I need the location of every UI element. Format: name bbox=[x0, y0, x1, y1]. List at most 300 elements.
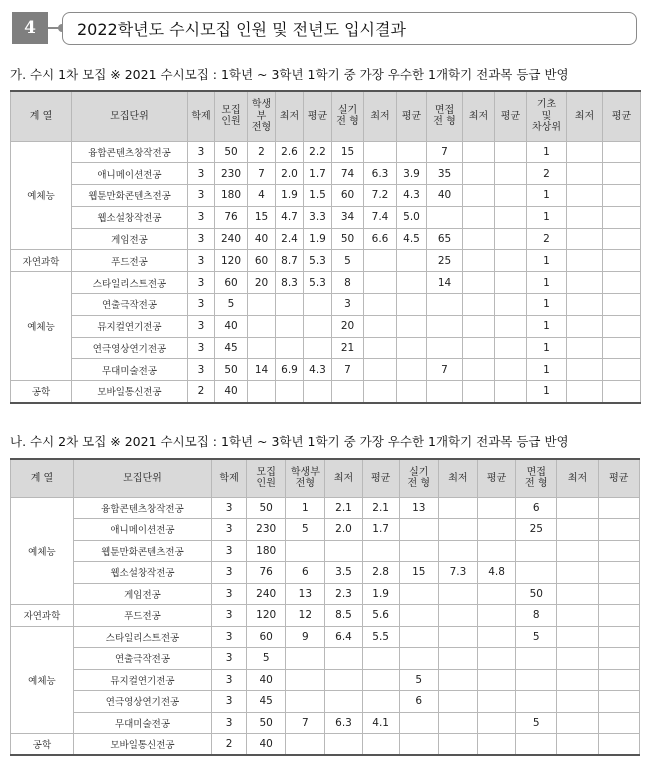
table-row bbox=[11, 734, 640, 756]
value-cell bbox=[495, 228, 527, 250]
value-cell bbox=[248, 315, 276, 337]
value-cell bbox=[397, 337, 427, 359]
value-cell bbox=[438, 540, 477, 562]
value-cell: 5.3 bbox=[304, 272, 332, 294]
category-cell: 공학 bbox=[11, 381, 72, 403]
column-header: 최저 bbox=[567, 91, 603, 141]
unit-cell: 애니메이션전공 bbox=[72, 163, 188, 185]
unit-cell: 스타일리스트전공 bbox=[72, 272, 188, 294]
value-cell: 3 bbox=[212, 712, 247, 734]
value-cell bbox=[332, 381, 364, 403]
column-header: 모집 인원 bbox=[215, 91, 248, 141]
value-cell: 60 bbox=[247, 626, 286, 648]
value-cell bbox=[598, 519, 639, 541]
value-cell bbox=[427, 294, 463, 316]
value-cell bbox=[399, 734, 438, 756]
value-cell bbox=[516, 691, 557, 713]
value-cell bbox=[397, 315, 427, 337]
value-cell bbox=[603, 381, 641, 403]
value-cell bbox=[516, 562, 557, 584]
value-cell: 3 bbox=[332, 294, 364, 316]
value-cell: 1 bbox=[527, 359, 567, 381]
value-cell bbox=[478, 540, 516, 562]
value-cell: 50 bbox=[247, 497, 286, 519]
value-cell bbox=[399, 648, 438, 670]
table-row bbox=[11, 540, 640, 562]
value-cell: 6 bbox=[516, 497, 557, 519]
value-cell: 3 bbox=[212, 497, 247, 519]
column-header: 실기 전 형 bbox=[399, 459, 438, 497]
unit-cell: 무대미술전공 bbox=[72, 359, 188, 381]
value-cell bbox=[276, 294, 304, 316]
value-cell bbox=[557, 734, 598, 756]
unit-cell: 웹소설창작전공 bbox=[73, 562, 211, 584]
value-cell bbox=[362, 669, 399, 691]
value-cell bbox=[495, 250, 527, 272]
value-cell bbox=[567, 163, 603, 185]
value-cell bbox=[495, 141, 527, 163]
value-cell: 1 bbox=[527, 337, 567, 359]
value-cell bbox=[276, 337, 304, 359]
value-cell: 50 bbox=[332, 228, 364, 250]
value-cell bbox=[364, 315, 397, 337]
value-cell bbox=[325, 648, 362, 670]
value-cell: 4 bbox=[248, 185, 276, 207]
value-cell bbox=[397, 141, 427, 163]
value-cell: 2.0 bbox=[276, 163, 304, 185]
value-cell: 3 bbox=[212, 626, 247, 648]
column-header: 최저 bbox=[325, 459, 362, 497]
value-cell bbox=[286, 540, 325, 562]
value-cell: 6.3 bbox=[325, 712, 362, 734]
value-cell bbox=[304, 381, 332, 403]
value-cell: 3 bbox=[188, 206, 215, 228]
value-cell bbox=[399, 605, 438, 627]
unit-cell: 연출극작전공 bbox=[72, 294, 188, 316]
value-cell: 7.4 bbox=[364, 206, 397, 228]
unit-cell: 연극영상연기전공 bbox=[72, 337, 188, 359]
value-cell bbox=[598, 712, 639, 734]
unit-cell: 게임전공 bbox=[72, 228, 188, 250]
value-cell: 60 bbox=[215, 272, 248, 294]
value-cell: 3 bbox=[212, 648, 247, 670]
value-cell bbox=[598, 540, 639, 562]
value-cell: 3 bbox=[188, 185, 215, 207]
value-cell: 3 bbox=[212, 691, 247, 713]
value-cell: 25 bbox=[427, 250, 463, 272]
value-cell: 15 bbox=[248, 206, 276, 228]
value-cell bbox=[397, 294, 427, 316]
value-cell bbox=[304, 315, 332, 337]
value-cell bbox=[495, 294, 527, 316]
value-cell bbox=[495, 359, 527, 381]
value-cell: 14 bbox=[248, 359, 276, 381]
value-cell: 4.8 bbox=[478, 562, 516, 584]
value-cell: 4.7 bbox=[276, 206, 304, 228]
column-header: 계 열 bbox=[11, 459, 74, 497]
value-cell: 9 bbox=[286, 626, 325, 648]
value-cell bbox=[567, 294, 603, 316]
value-cell bbox=[567, 250, 603, 272]
value-cell bbox=[557, 669, 598, 691]
value-cell: 14 bbox=[427, 272, 463, 294]
value-cell: 5 bbox=[215, 294, 248, 316]
value-cell bbox=[567, 141, 603, 163]
value-cell bbox=[438, 712, 477, 734]
value-cell: 6 bbox=[286, 562, 325, 584]
value-cell: 3 bbox=[188, 141, 215, 163]
value-cell bbox=[397, 381, 427, 403]
table-row bbox=[11, 691, 640, 713]
value-cell bbox=[397, 272, 427, 294]
value-cell bbox=[567, 228, 603, 250]
value-cell bbox=[438, 648, 477, 670]
value-cell: 180 bbox=[215, 185, 248, 207]
value-cell bbox=[603, 272, 641, 294]
column-header: 모집단위 bbox=[72, 91, 188, 141]
value-cell: 8.7 bbox=[276, 250, 304, 272]
value-cell bbox=[478, 583, 516, 605]
value-cell bbox=[557, 540, 598, 562]
value-cell: 3 bbox=[212, 540, 247, 562]
value-cell: 40 bbox=[248, 228, 276, 250]
value-cell bbox=[463, 337, 495, 359]
value-cell bbox=[516, 734, 557, 756]
value-cell bbox=[598, 583, 639, 605]
value-cell bbox=[603, 315, 641, 337]
value-cell bbox=[603, 206, 641, 228]
value-cell bbox=[478, 626, 516, 648]
value-cell bbox=[438, 734, 477, 756]
value-cell: 240 bbox=[215, 228, 248, 250]
value-cell bbox=[567, 315, 603, 337]
value-cell bbox=[438, 626, 477, 648]
column-header: 최저 bbox=[438, 459, 477, 497]
value-cell: 50 bbox=[215, 141, 248, 163]
value-cell bbox=[364, 359, 397, 381]
value-cell: 2 bbox=[527, 163, 567, 185]
value-cell: 12 bbox=[286, 605, 325, 627]
value-cell: 5.5 bbox=[362, 626, 399, 648]
value-cell bbox=[603, 250, 641, 272]
value-cell bbox=[557, 519, 598, 541]
value-cell bbox=[598, 648, 639, 670]
value-cell bbox=[516, 669, 557, 691]
value-cell: 2 bbox=[188, 381, 215, 403]
value-cell bbox=[325, 734, 362, 756]
table-row bbox=[11, 626, 640, 648]
table-row bbox=[11, 272, 641, 294]
value-cell bbox=[557, 691, 598, 713]
section1-table bbox=[10, 90, 641, 404]
value-cell: 1 bbox=[527, 272, 567, 294]
value-cell bbox=[557, 626, 598, 648]
value-cell: 40 bbox=[215, 315, 248, 337]
value-cell bbox=[603, 141, 641, 163]
value-cell bbox=[478, 648, 516, 670]
column-header: 면접 전 형 bbox=[427, 91, 463, 141]
value-cell: 8.3 bbox=[276, 272, 304, 294]
value-cell bbox=[463, 294, 495, 316]
value-cell: 1 bbox=[527, 206, 567, 228]
unit-cell: 연출극작전공 bbox=[73, 648, 211, 670]
table-row bbox=[11, 141, 641, 163]
value-cell bbox=[598, 497, 639, 519]
value-cell bbox=[362, 540, 399, 562]
value-cell bbox=[567, 381, 603, 403]
value-cell: 2.8 bbox=[362, 562, 399, 584]
value-cell: 1 bbox=[527, 250, 567, 272]
value-cell bbox=[399, 583, 438, 605]
table-row bbox=[11, 381, 641, 403]
unit-cell: 모바일통신전공 bbox=[72, 381, 188, 403]
value-cell: 1 bbox=[527, 141, 567, 163]
value-cell bbox=[598, 691, 639, 713]
value-cell: 7 bbox=[332, 359, 364, 381]
value-cell bbox=[364, 294, 397, 316]
value-cell: 35 bbox=[427, 163, 463, 185]
value-cell bbox=[603, 359, 641, 381]
value-cell: 5 bbox=[516, 712, 557, 734]
value-cell: 1 bbox=[527, 185, 567, 207]
value-cell: 1 bbox=[286, 497, 325, 519]
value-cell: 6.3 bbox=[364, 163, 397, 185]
column-header: 평균 bbox=[603, 91, 641, 141]
value-cell bbox=[399, 712, 438, 734]
value-cell bbox=[463, 206, 495, 228]
value-cell: 3 bbox=[188, 250, 215, 272]
value-cell: 3.3 bbox=[304, 206, 332, 228]
value-cell bbox=[557, 712, 598, 734]
unit-cell: 애니메이션전공 bbox=[73, 519, 211, 541]
value-cell: 45 bbox=[215, 337, 248, 359]
value-cell: 7 bbox=[427, 359, 463, 381]
value-cell: 20 bbox=[332, 315, 364, 337]
unit-cell: 웹툰만화콘텐츠전공 bbox=[73, 540, 211, 562]
column-header: 평균 bbox=[362, 459, 399, 497]
value-cell: 3 bbox=[212, 583, 247, 605]
value-cell bbox=[438, 669, 477, 691]
value-cell bbox=[286, 648, 325, 670]
value-cell bbox=[248, 337, 276, 359]
value-cell: 13 bbox=[286, 583, 325, 605]
column-header: 실기 전 형 bbox=[332, 91, 364, 141]
value-cell bbox=[362, 734, 399, 756]
value-cell bbox=[325, 540, 362, 562]
value-cell: 50 bbox=[516, 583, 557, 605]
value-cell bbox=[478, 691, 516, 713]
value-cell bbox=[248, 381, 276, 403]
value-cell bbox=[248, 294, 276, 316]
unit-cell: 연극영상연기전공 bbox=[73, 691, 211, 713]
value-cell bbox=[603, 163, 641, 185]
value-cell: 180 bbox=[247, 540, 286, 562]
table-row bbox=[11, 669, 640, 691]
value-cell bbox=[495, 337, 527, 359]
value-cell: 65 bbox=[427, 228, 463, 250]
value-cell: 34 bbox=[332, 206, 364, 228]
section2-title: 나. 수시 2차 모집 ※ 2021 수시모집 : 1학년 ~ 3학년 1학기 중 가장 우수한 1개학기 전과목 등급 반영 bbox=[10, 434, 569, 449]
value-cell: 6 bbox=[399, 691, 438, 713]
column-header: 평균 bbox=[598, 459, 639, 497]
value-cell: 1 bbox=[527, 294, 567, 316]
value-cell: 1.9 bbox=[276, 185, 304, 207]
value-cell bbox=[557, 497, 598, 519]
value-cell: 6.6 bbox=[364, 228, 397, 250]
value-cell bbox=[427, 206, 463, 228]
value-cell bbox=[438, 497, 477, 519]
value-cell: 5.3 bbox=[304, 250, 332, 272]
value-cell bbox=[603, 294, 641, 316]
value-cell: 2 bbox=[248, 141, 276, 163]
table-row bbox=[11, 294, 641, 316]
section1-header-row bbox=[11, 91, 641, 141]
section-number: 4 bbox=[12, 12, 48, 44]
value-cell: 3 bbox=[188, 359, 215, 381]
value-cell: 7 bbox=[248, 163, 276, 185]
value-cell: 7 bbox=[427, 141, 463, 163]
value-cell: 5 bbox=[399, 669, 438, 691]
unit-cell: 웹툰만화콘텐츠전공 bbox=[72, 185, 188, 207]
value-cell: 25 bbox=[516, 519, 557, 541]
value-cell: 3 bbox=[212, 519, 247, 541]
value-cell bbox=[567, 337, 603, 359]
column-header: 최저 bbox=[276, 91, 304, 141]
unit-cell: 웹소설창작전공 bbox=[72, 206, 188, 228]
table-row bbox=[11, 206, 641, 228]
value-cell: 2 bbox=[527, 228, 567, 250]
column-header: 최저 bbox=[463, 91, 495, 141]
table-row bbox=[11, 519, 640, 541]
value-cell bbox=[427, 315, 463, 337]
value-cell bbox=[495, 381, 527, 403]
value-cell bbox=[286, 734, 325, 756]
value-cell bbox=[364, 141, 397, 163]
unit-cell: 무대미술전공 bbox=[73, 712, 211, 734]
value-cell bbox=[557, 583, 598, 605]
value-cell: 120 bbox=[247, 605, 286, 627]
value-cell: 40 bbox=[427, 185, 463, 207]
value-cell bbox=[463, 185, 495, 207]
value-cell bbox=[567, 359, 603, 381]
table-row bbox=[11, 648, 640, 670]
value-cell bbox=[603, 185, 641, 207]
column-header: 계 열 bbox=[11, 91, 72, 141]
value-cell: 40 bbox=[215, 381, 248, 403]
value-cell: 8 bbox=[516, 605, 557, 627]
value-cell bbox=[325, 691, 362, 713]
column-header: 모집 인원 bbox=[247, 459, 286, 497]
category-cell: 예체능 bbox=[11, 497, 74, 605]
column-header: 최저 bbox=[557, 459, 598, 497]
value-cell: 3 bbox=[188, 294, 215, 316]
unit-cell: 푸드전공 bbox=[72, 250, 188, 272]
value-cell: 3.5 bbox=[325, 562, 362, 584]
value-cell bbox=[567, 272, 603, 294]
value-cell: 4.3 bbox=[304, 359, 332, 381]
table-row bbox=[11, 228, 641, 250]
value-cell bbox=[397, 250, 427, 272]
value-cell bbox=[364, 272, 397, 294]
value-cell bbox=[603, 228, 641, 250]
value-cell: 2.4 bbox=[276, 228, 304, 250]
value-cell: 1.7 bbox=[304, 163, 332, 185]
value-cell: 240 bbox=[247, 583, 286, 605]
value-cell: 3 bbox=[212, 605, 247, 627]
column-header: 평균 bbox=[397, 91, 427, 141]
unit-cell: 뮤지컬연기전공 bbox=[72, 315, 188, 337]
value-cell bbox=[495, 206, 527, 228]
value-cell: 1.9 bbox=[362, 583, 399, 605]
value-cell bbox=[557, 562, 598, 584]
value-cell bbox=[557, 648, 598, 670]
value-cell bbox=[598, 562, 639, 584]
value-cell: 3 bbox=[212, 669, 247, 691]
value-cell bbox=[557, 605, 598, 627]
page-title: 2022학년도 수시모집 인원 및 전년도 입시결과 bbox=[62, 12, 637, 45]
value-cell: 3 bbox=[188, 315, 215, 337]
value-cell: 60 bbox=[332, 185, 364, 207]
section1-title: 가. 수시 1차 모집 ※ 2021 수시모집 : 1학년 ~ 3학년 1학기 중 가장 우수한 1개학기 전과목 등급 반영 bbox=[10, 67, 569, 82]
value-cell: 15 bbox=[332, 141, 364, 163]
value-cell bbox=[362, 648, 399, 670]
value-cell bbox=[364, 381, 397, 403]
unit-cell: 융합콘텐츠창작전공 bbox=[73, 497, 211, 519]
value-cell bbox=[438, 691, 477, 713]
value-cell: 7.3 bbox=[438, 562, 477, 584]
value-cell: 21 bbox=[332, 337, 364, 359]
value-cell bbox=[516, 540, 557, 562]
table-row bbox=[11, 583, 640, 605]
category-cell: 예체능 bbox=[11, 272, 72, 381]
column-header: 평균 bbox=[495, 91, 527, 141]
value-cell: 230 bbox=[247, 519, 286, 541]
value-cell bbox=[304, 337, 332, 359]
value-cell bbox=[286, 669, 325, 691]
column-header: 학생 부 전형 bbox=[248, 91, 276, 141]
value-cell: 45 bbox=[247, 691, 286, 713]
value-cell: 20 bbox=[248, 272, 276, 294]
value-cell: 3 bbox=[188, 272, 215, 294]
value-cell: 8.5 bbox=[325, 605, 362, 627]
table-row bbox=[11, 250, 641, 272]
value-cell bbox=[463, 272, 495, 294]
value-cell: 60 bbox=[248, 250, 276, 272]
value-cell: 1.9 bbox=[304, 228, 332, 250]
value-cell: 3.9 bbox=[397, 163, 427, 185]
value-cell: 2 bbox=[212, 734, 247, 756]
value-cell bbox=[478, 605, 516, 627]
value-cell: 15 bbox=[399, 562, 438, 584]
value-cell bbox=[478, 519, 516, 541]
unit-cell: 뮤지컬연기전공 bbox=[73, 669, 211, 691]
value-cell bbox=[598, 669, 639, 691]
value-cell bbox=[598, 605, 639, 627]
value-cell: 2.6 bbox=[276, 141, 304, 163]
value-cell: 5.6 bbox=[362, 605, 399, 627]
value-cell bbox=[399, 540, 438, 562]
table-row bbox=[11, 359, 641, 381]
value-cell: 76 bbox=[215, 206, 248, 228]
value-cell: 2.3 bbox=[325, 583, 362, 605]
value-cell: 8 bbox=[332, 272, 364, 294]
column-header: 학생부 전형 bbox=[286, 459, 325, 497]
value-cell bbox=[399, 626, 438, 648]
value-cell bbox=[478, 497, 516, 519]
value-cell bbox=[304, 294, 332, 316]
unit-cell: 푸드전공 bbox=[73, 605, 211, 627]
value-cell bbox=[438, 583, 477, 605]
